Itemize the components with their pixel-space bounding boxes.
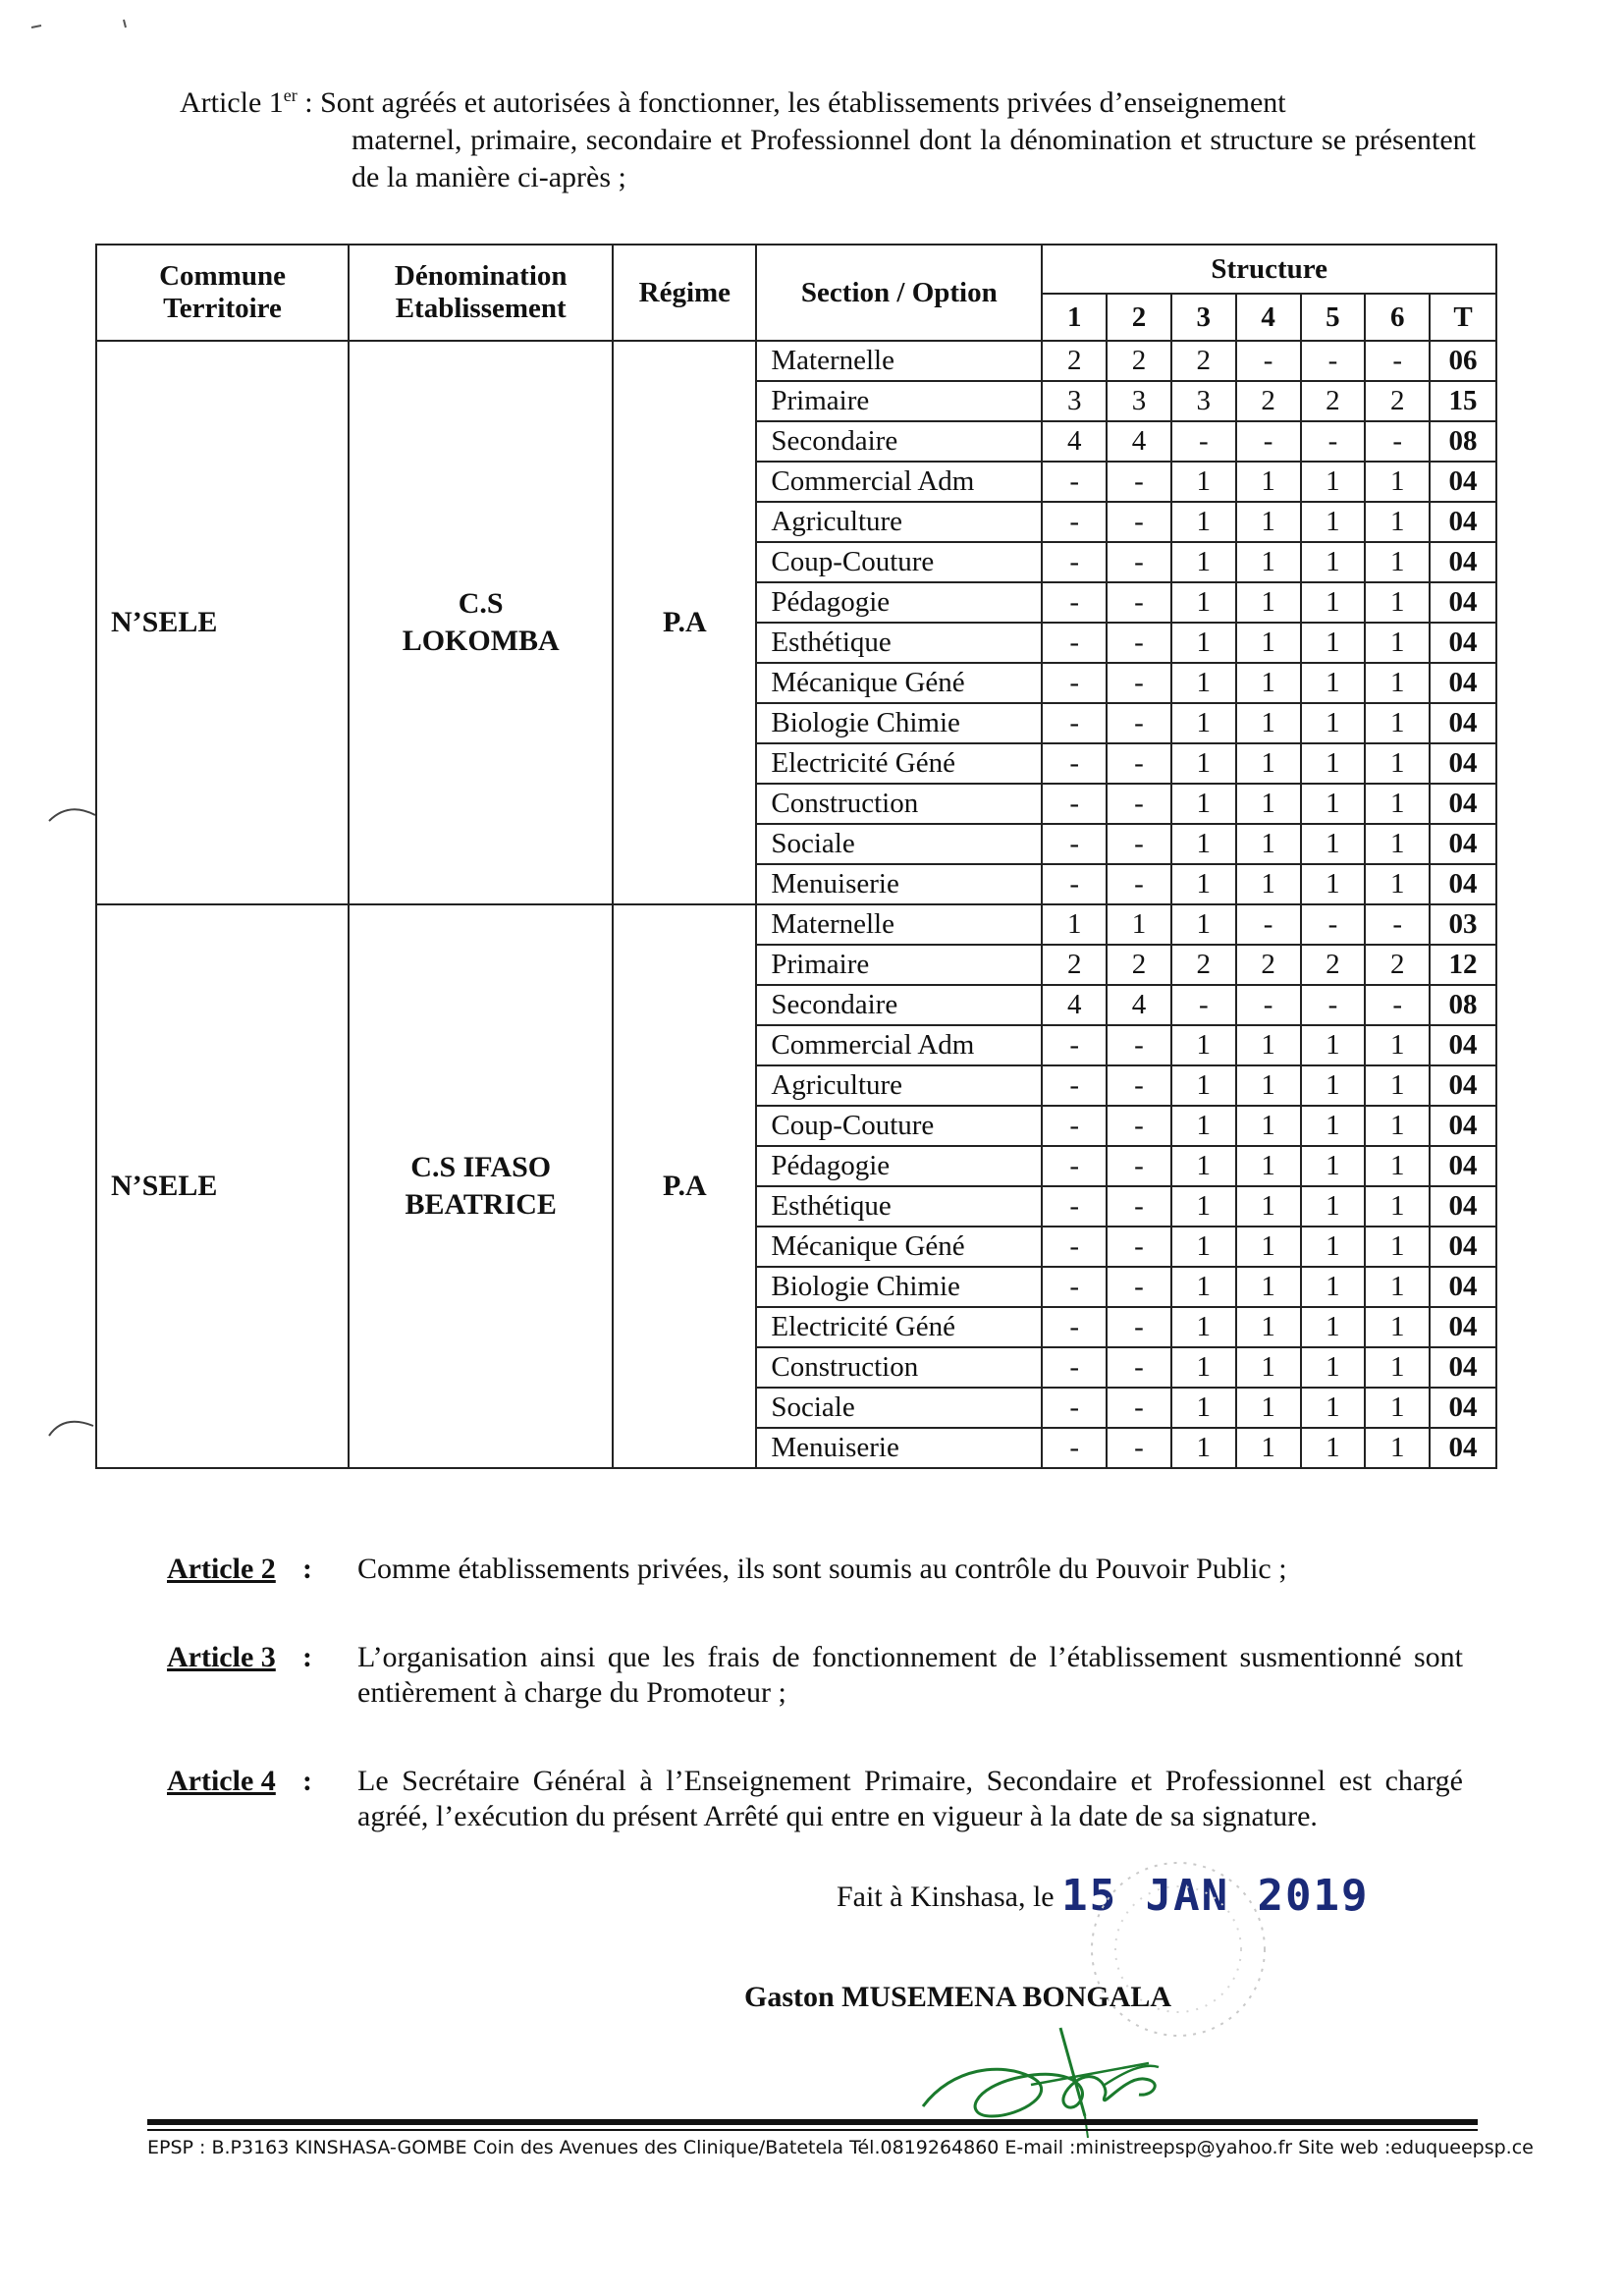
cell-year-6: -: [1365, 421, 1430, 462]
cell-year-1: -: [1042, 1307, 1107, 1347]
article-4-text: Le Secrétaire Général à l’Enseignement Primaire, Secondaire et Professionnel est chargé agréé, l’exécution du présent Arrêté qui entre en vigueur à la date de sa signature.: [357, 1765, 1463, 1832]
cell-year-5: -: [1301, 421, 1366, 462]
cell-year-3: 1: [1171, 1307, 1236, 1347]
cell-section: Commercial Adm: [756, 1025, 1042, 1065]
cell-year-1: 4: [1042, 985, 1107, 1025]
cell-year-2: -: [1107, 1186, 1171, 1227]
cell-section: Maternelle: [756, 341, 1042, 381]
cell-year-2: 4: [1107, 421, 1171, 462]
cell-year-3: 1: [1171, 904, 1236, 945]
cell-section: Maternelle: [756, 904, 1042, 945]
cell-denomination: C.S LOKOMBA: [349, 341, 613, 904]
cell-year-1: -: [1042, 462, 1107, 502]
cell-year-4: 1: [1236, 1347, 1301, 1388]
cell-year-6: 1: [1365, 1267, 1430, 1307]
cell-year-1: -: [1042, 1146, 1107, 1186]
cell-total: 04: [1430, 1227, 1496, 1267]
cell-year-5: 1: [1301, 582, 1366, 623]
cell-year-6: 1: [1365, 542, 1430, 582]
cell-year-3: 1: [1171, 1267, 1236, 1307]
cell-section: Menuiserie: [756, 864, 1042, 904]
cell-year-5: -: [1301, 985, 1366, 1025]
cell-section: Coup-Couture: [756, 1106, 1042, 1146]
cell-year-1: -: [1042, 703, 1107, 743]
cell-total: 04: [1430, 743, 1496, 784]
cell-year-3: 1: [1171, 1428, 1236, 1468]
cell-year-5: 1: [1301, 1307, 1366, 1347]
cell-year-5: 2: [1301, 381, 1366, 421]
cell-year-1: -: [1042, 502, 1107, 542]
cell-year-6: 1: [1365, 663, 1430, 703]
cell-year-2: 4: [1107, 985, 1171, 1025]
header-section: Section / Option: [756, 245, 1042, 341]
header-col-4: 4: [1236, 294, 1301, 341]
cell-year-6: -: [1365, 341, 1430, 381]
cell-denomination: C.S IFASO BEATRICE: [349, 904, 613, 1468]
cell-year-4: -: [1236, 904, 1301, 945]
cell-year-2: -: [1107, 1025, 1171, 1065]
cell-total: 04: [1430, 462, 1496, 502]
cell-total: 04: [1430, 784, 1496, 824]
cell-year-2: -: [1107, 542, 1171, 582]
cell-section: Menuiserie: [756, 1428, 1042, 1468]
cell-year-4: 2: [1236, 945, 1301, 985]
cell-year-6: 1: [1365, 502, 1430, 542]
cell-year-2: -: [1107, 1388, 1171, 1428]
cell-year-5: 1: [1301, 864, 1366, 904]
cell-regime: P.A: [613, 341, 756, 904]
cell-year-4: 1: [1236, 623, 1301, 663]
cell-year-4: 1: [1236, 1146, 1301, 1186]
cell-section: Pédagogie: [756, 582, 1042, 623]
cell-year-5: 1: [1301, 623, 1366, 663]
cell-year-3: 1: [1171, 462, 1236, 502]
cell-total: 04: [1430, 1146, 1496, 1186]
article-3-label: Article 3: [167, 1641, 276, 1673]
cell-total: 04: [1430, 1388, 1496, 1428]
cell-year-4: 1: [1236, 703, 1301, 743]
cell-year-2: -: [1107, 1146, 1171, 1186]
cell-year-3: 1: [1171, 542, 1236, 582]
header-col-1: 1: [1042, 294, 1107, 341]
cell-year-4: 1: [1236, 462, 1301, 502]
cell-year-3: 1: [1171, 824, 1236, 864]
cell-total: 08: [1430, 985, 1496, 1025]
cell-regime: P.A: [613, 904, 756, 1468]
cell-year-4: -: [1236, 341, 1301, 381]
cell-year-4: 1: [1236, 1227, 1301, 1267]
cell-year-6: 1: [1365, 1186, 1430, 1227]
cell-year-4: 1: [1236, 743, 1301, 784]
cell-year-4: 1: [1236, 864, 1301, 904]
cell-year-4: 1: [1236, 1025, 1301, 1065]
cell-year-1: -: [1042, 623, 1107, 663]
cell-year-5: 1: [1301, 1388, 1366, 1428]
cell-year-2: -: [1107, 1307, 1171, 1347]
cell-year-6: 1: [1365, 1106, 1430, 1146]
article-1-rest: maternel, primaire, secondaire et Professionnel dont la dénomination et structure se présentent de la manière ci-après ;: [352, 124, 1476, 193]
cell-section: Primaire: [756, 945, 1042, 985]
cell-section: Coup-Couture: [756, 542, 1042, 582]
cell-section: Construction: [756, 1347, 1042, 1388]
cell-total: 04: [1430, 864, 1496, 904]
cell-year-1: 2: [1042, 945, 1107, 985]
cell-year-2: -: [1107, 1106, 1171, 1146]
cell-year-2: -: [1107, 582, 1171, 623]
cell-section: Sociale: [756, 1388, 1042, 1428]
cell-section: Electricité Géné: [756, 1307, 1042, 1347]
cell-year-3: 1: [1171, 582, 1236, 623]
cell-section: Agriculture: [756, 502, 1042, 542]
header-col-3: 3: [1171, 294, 1236, 341]
cell-year-1: -: [1042, 1065, 1107, 1106]
header-col-2: 2: [1107, 294, 1171, 341]
cell-year-6: 1: [1365, 462, 1430, 502]
cell-commune: N’SELE: [96, 341, 349, 904]
cell-year-6: 1: [1365, 1347, 1430, 1388]
article-1-line1: Sont agréés et autorisées à fonctionner, les établissements privées d’enseignement: [320, 86, 1286, 119]
cell-year-3: 2: [1171, 945, 1236, 985]
header-col-6: 6: [1365, 294, 1430, 341]
cell-year-6: 1: [1365, 582, 1430, 623]
cell-year-5: 1: [1301, 1428, 1366, 1468]
cell-year-1: -: [1042, 1227, 1107, 1267]
cell-year-3: 1: [1171, 1065, 1236, 1106]
article-1-colon: :: [297, 86, 321, 119]
article-1-sup: er: [283, 85, 298, 105]
header-regime: Régime: [613, 245, 756, 341]
cell-year-4: 1: [1236, 824, 1301, 864]
cell-year-1: -: [1042, 784, 1107, 824]
cell-year-1: -: [1042, 1267, 1107, 1307]
cell-total: 04: [1430, 663, 1496, 703]
cell-total: 04: [1430, 502, 1496, 542]
cell-year-1: -: [1042, 582, 1107, 623]
cell-year-3: 2: [1171, 341, 1236, 381]
cell-year-6: 1: [1365, 1146, 1430, 1186]
cell-year-1: -: [1042, 1186, 1107, 1227]
cell-year-2: -: [1107, 824, 1171, 864]
article-4-colon: :: [302, 1765, 312, 1797]
cell-year-6: 1: [1365, 864, 1430, 904]
article-1-label: Article 1: [180, 86, 284, 119]
cell-year-2: -: [1107, 502, 1171, 542]
cell-year-1: -: [1042, 743, 1107, 784]
punch-hole-mark-1: [44, 793, 103, 833]
cell-year-2: -: [1107, 1347, 1171, 1388]
cell-year-2: -: [1107, 1065, 1171, 1106]
cell-section: Electricité Géné: [756, 743, 1042, 784]
article-1: [180, 77, 1476, 196]
cell-year-1: 2: [1042, 341, 1107, 381]
cell-year-2: -: [1107, 864, 1171, 904]
cell-total: 04: [1430, 1025, 1496, 1065]
cell-year-6: 1: [1365, 1065, 1430, 1106]
cell-total: 15: [1430, 381, 1496, 421]
cell-year-6: 1: [1365, 623, 1430, 663]
cell-section: Commercial Adm: [756, 462, 1042, 502]
cell-section: Construction: [756, 784, 1042, 824]
cell-year-4: 1: [1236, 542, 1301, 582]
header-structure: Structure: [1042, 245, 1496, 294]
article-4-label: Article 4: [167, 1765, 276, 1797]
cell-section: Biologie Chimie: [756, 703, 1042, 743]
cell-year-3: 1: [1171, 502, 1236, 542]
header-col-5: 5: [1301, 294, 1366, 341]
cell-year-2: -: [1107, 623, 1171, 663]
cell-year-6: 2: [1365, 381, 1430, 421]
cell-section: Secondaire: [756, 421, 1042, 462]
cell-year-3: 1: [1171, 623, 1236, 663]
cell-section: Secondaire: [756, 985, 1042, 1025]
table-body: [96, 341, 1496, 1468]
cell-year-4: 1: [1236, 1388, 1301, 1428]
cell-year-5: 1: [1301, 1106, 1366, 1146]
cell-year-2: -: [1107, 784, 1171, 824]
cell-year-2: 2: [1107, 341, 1171, 381]
header-denomination: Dénomination Etablissement: [349, 245, 613, 341]
cell-year-1: -: [1042, 542, 1107, 582]
cell-year-4: 1: [1236, 784, 1301, 824]
cell-year-1: -: [1042, 1025, 1107, 1065]
cell-year-4: 1: [1236, 1267, 1301, 1307]
cell-year-3: 1: [1171, 1025, 1236, 1065]
cell-total: 08: [1430, 421, 1496, 462]
article-2-label: Article 2: [167, 1553, 276, 1585]
article-3-text: L’organisation ainsi que les frais de fonctionnement de l’établissement susmentionné sont entièrement à charge du Promoteur ;: [357, 1641, 1463, 1709]
header-col-total: T: [1430, 294, 1496, 341]
cell-year-3: -: [1171, 985, 1236, 1025]
cell-total: 04: [1430, 1307, 1496, 1347]
cell-year-1: -: [1042, 1106, 1107, 1146]
cell-section: Mécanique Géné: [756, 1227, 1042, 1267]
date-stamp: 15 JAN 2019: [1061, 1871, 1370, 1921]
cell-year-2: 2: [1107, 945, 1171, 985]
cell-year-4: 1: [1236, 1065, 1301, 1106]
article-2: [167, 1552, 1463, 1587]
cell-year-2: -: [1107, 703, 1171, 743]
cell-year-4: 1: [1236, 502, 1301, 542]
cell-year-2: 1: [1107, 904, 1171, 945]
cell-section: Pédagogie: [756, 1146, 1042, 1186]
table-row: [96, 904, 1496, 945]
cell-year-3: 1: [1171, 663, 1236, 703]
scan-mark-top: [27, 14, 135, 39]
cell-total: 04: [1430, 703, 1496, 743]
cell-year-6: 1: [1365, 743, 1430, 784]
cell-year-3: 1: [1171, 784, 1236, 824]
cell-year-4: 1: [1236, 1307, 1301, 1347]
cell-total: 04: [1430, 1106, 1496, 1146]
cell-year-4: 2: [1236, 381, 1301, 421]
cell-year-6: 1: [1365, 784, 1430, 824]
cell-year-4: -: [1236, 985, 1301, 1025]
cell-total: 04: [1430, 1065, 1496, 1106]
cell-total: 04: [1430, 824, 1496, 864]
cell-year-5: 1: [1301, 743, 1366, 784]
cell-year-2: -: [1107, 1267, 1171, 1307]
table-row: [96, 341, 1496, 381]
cell-year-5: -: [1301, 904, 1366, 945]
cell-year-1: 4: [1042, 421, 1107, 462]
cell-total: 04: [1430, 1347, 1496, 1388]
cell-total: 04: [1430, 1186, 1496, 1227]
cell-year-4: -: [1236, 421, 1301, 462]
cell-year-1: -: [1042, 1428, 1107, 1468]
cell-year-4: 1: [1236, 663, 1301, 703]
cell-year-5: 1: [1301, 1025, 1366, 1065]
cell-year-5: 1: [1301, 1146, 1366, 1186]
cell-year-2: -: [1107, 1428, 1171, 1468]
article-2-text: Comme établissements privées, ils sont soumis au contrôle du Pouvoir Public ;: [357, 1553, 1287, 1585]
cell-section: Agriculture: [756, 1065, 1042, 1106]
cell-year-2: -: [1107, 663, 1171, 703]
article-2-colon: :: [302, 1553, 312, 1585]
cell-year-3: 1: [1171, 1186, 1236, 1227]
cell-section: Esthétique: [756, 623, 1042, 663]
cell-year-1: -: [1042, 864, 1107, 904]
article-3-colon: :: [302, 1641, 312, 1673]
cell-year-3: 3: [1171, 381, 1236, 421]
cell-year-4: 1: [1236, 1428, 1301, 1468]
cell-year-4: 1: [1236, 1186, 1301, 1227]
cell-commune: N’SELE: [96, 904, 349, 1468]
cell-year-3: -: [1171, 421, 1236, 462]
cell-year-2: -: [1107, 1227, 1171, 1267]
cell-year-5: 1: [1301, 703, 1366, 743]
footer-address: EPSP : B.P3163 KINSHASA-GOMBE Coin des Avenues des Clinique/Batetela Tél.0819264860 E-mail :ministreepsp@yahoo.fr Site web :eduqueepsp.ce: [147, 2137, 1534, 2158]
cell-section: Biologie Chimie: [756, 1267, 1042, 1307]
cell-year-3: 1: [1171, 1146, 1236, 1186]
cell-year-6: -: [1365, 904, 1430, 945]
cell-year-3: 1: [1171, 864, 1236, 904]
cell-year-5: 1: [1301, 502, 1366, 542]
cell-year-6: 2: [1365, 945, 1430, 985]
cell-year-1: -: [1042, 1388, 1107, 1428]
closing-place: Fait à Kinshasa, le: [837, 1881, 1055, 1913]
punch-hole-mark-2: [44, 1406, 103, 1446]
cell-total: 12: [1430, 945, 1496, 985]
cell-year-6: 1: [1365, 1227, 1430, 1267]
cell-total: 04: [1430, 1267, 1496, 1307]
cell-total: 04: [1430, 623, 1496, 663]
cell-year-3: 1: [1171, 1106, 1236, 1146]
cell-year-6: -: [1365, 985, 1430, 1025]
cell-total: 04: [1430, 582, 1496, 623]
cell-year-5: 2: [1301, 945, 1366, 985]
cell-year-6: 1: [1365, 1307, 1430, 1347]
cell-year-5: 1: [1301, 1227, 1366, 1267]
cell-year-6: 1: [1365, 1388, 1430, 1428]
cell-total: 06: [1430, 341, 1496, 381]
cell-year-5: 1: [1301, 542, 1366, 582]
cell-section: Mécanique Géné: [756, 663, 1042, 703]
cell-year-5: 1: [1301, 663, 1366, 703]
cell-year-3: 1: [1171, 1388, 1236, 1428]
footer-rule-thick: [147, 2119, 1478, 2125]
cell-year-2: -: [1107, 462, 1171, 502]
cell-year-6: 1: [1365, 1025, 1430, 1065]
cell-year-5: 1: [1301, 1267, 1366, 1307]
footer-rule-thin: [147, 2129, 1478, 2131]
cell-year-6: 1: [1365, 703, 1430, 743]
cell-year-1: -: [1042, 1347, 1107, 1388]
cell-year-3: 1: [1171, 703, 1236, 743]
cell-year-5: 1: [1301, 784, 1366, 824]
cell-year-2: 3: [1107, 381, 1171, 421]
cell-year-5: 1: [1301, 1065, 1366, 1106]
article-3: [167, 1640, 1463, 1711]
cell-section: Sociale: [756, 824, 1042, 864]
cell-year-1: 1: [1042, 904, 1107, 945]
cell-year-5: 1: [1301, 462, 1366, 502]
cell-year-3: 1: [1171, 1347, 1236, 1388]
cell-year-4: 1: [1236, 582, 1301, 623]
cell-year-1: -: [1042, 824, 1107, 864]
cell-total: 03: [1430, 904, 1496, 945]
cell-year-1: -: [1042, 663, 1107, 703]
article-4: [167, 1764, 1463, 1834]
structure-table: [95, 244, 1497, 1469]
cell-total: 04: [1430, 1428, 1496, 1468]
cell-year-5: 1: [1301, 1347, 1366, 1388]
cell-total: 04: [1430, 542, 1496, 582]
signer-name: Gaston MUSEMENA BONGALA: [744, 1981, 1172, 2013]
cell-year-1: 3: [1042, 381, 1107, 421]
cell-year-5: 1: [1301, 1186, 1366, 1227]
cell-section: Primaire: [756, 381, 1042, 421]
cell-year-6: 1: [1365, 824, 1430, 864]
cell-section: Esthétique: [756, 1186, 1042, 1227]
cell-year-3: 1: [1171, 743, 1236, 784]
cell-year-2: -: [1107, 743, 1171, 784]
cell-year-5: -: [1301, 341, 1366, 381]
header-commune: Commune Territoire: [96, 245, 349, 341]
cell-year-3: 1: [1171, 1227, 1236, 1267]
cell-year-5: 1: [1301, 824, 1366, 864]
cell-year-6: 1: [1365, 1428, 1430, 1468]
cell-year-4: 1: [1236, 1106, 1301, 1146]
